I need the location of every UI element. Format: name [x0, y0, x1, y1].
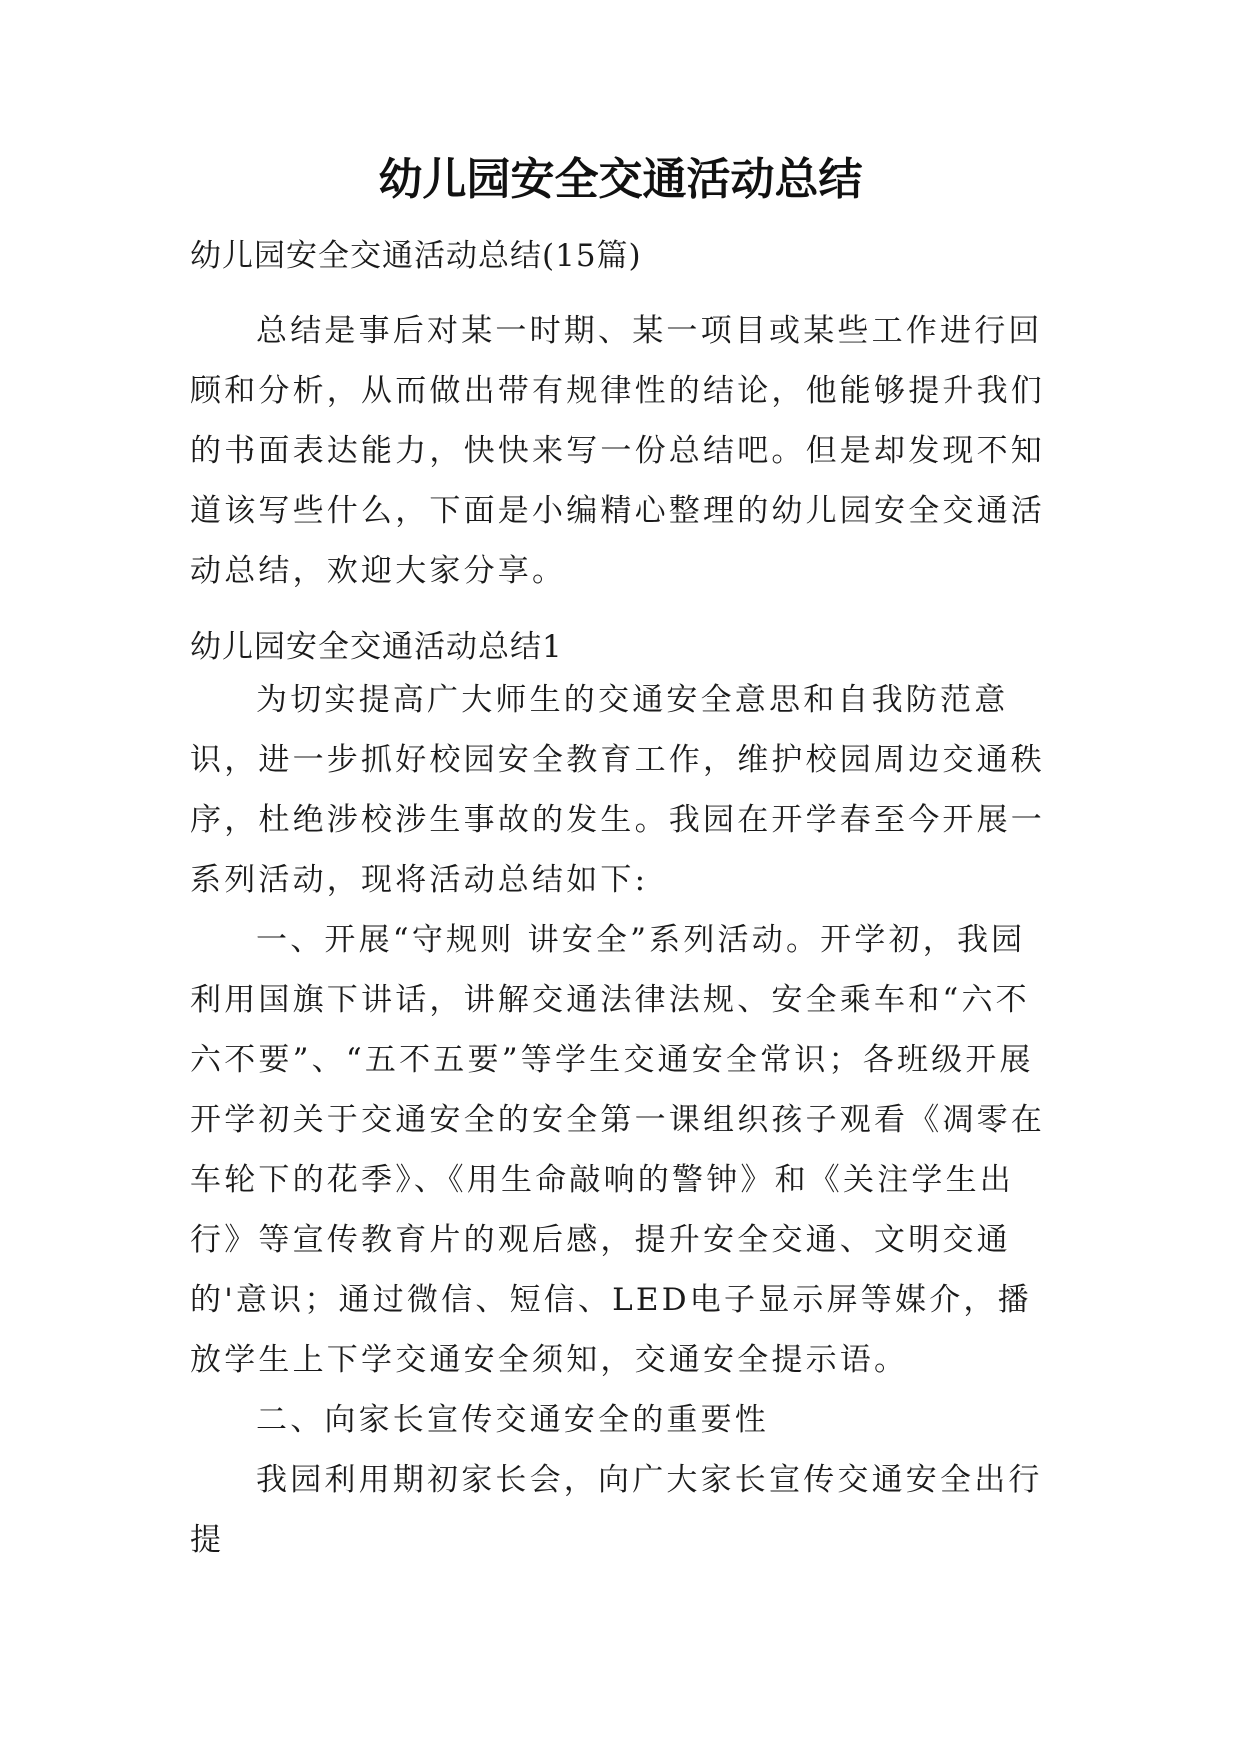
section-1-paragraph: 二、向家长宣传交通安全的重要性	[256, 1402, 769, 1438]
intro-paragraph: 总结是事后对某一时期、某一项目或某些工作进行回顾和分析，从而做出带有规律性的结论，他能够提升我们的书面表达能力，快快来写一份总结吧。但是却发现不知道该写些什么，下面是小编精心整理的幼儿园安全交通活动总结，欢迎大家分享。	[190, 313, 1045, 589]
section-1-paragraph: 一、开展“守规则 讲安全”系列活动。开学初，我园利用国旗下讲话，讲解交通法律法规、安全乘车和“六不六不要”、“五不五要”等学生交通安全常识；各班级开展开学初关于交通安全的安全第一课组织孩子观看《凋零在车轮下的花季》、《用生命敲响的警钟》和《关注学生出行》等宣传教育片的观后感，提升安全交通、文明交通的'意识；通过微信、短信、LED电子显示屏等媒介，播放学生上下学交通安全须知，交通安全提示语。	[190, 922, 1045, 1378]
section-1-heading: 幼儿园安全交通活动总结1	[190, 629, 563, 665]
section-1-body	[190, 670, 1050, 1570]
section-1-paragraph: 为切实提高广大师生的交通安全意思和自我防范意识，进一步抓好校园安全教育工作，维护校园周边交通秩序，杜绝涉校涉生事故的发生。我园在开学春至今开展一系列活动，现将活动总结如下:	[190, 682, 1045, 898]
intro-heading: 幼儿园安全交通活动总结(15篇)	[190, 238, 642, 274]
intro-body	[190, 301, 1050, 601]
document-title: 幼儿园安全交通活动总结	[378, 154, 863, 205]
section-1-paragraph: 我园利用期初家长会，向广大家长宣传交通安全出行提	[190, 1462, 1043, 1558]
